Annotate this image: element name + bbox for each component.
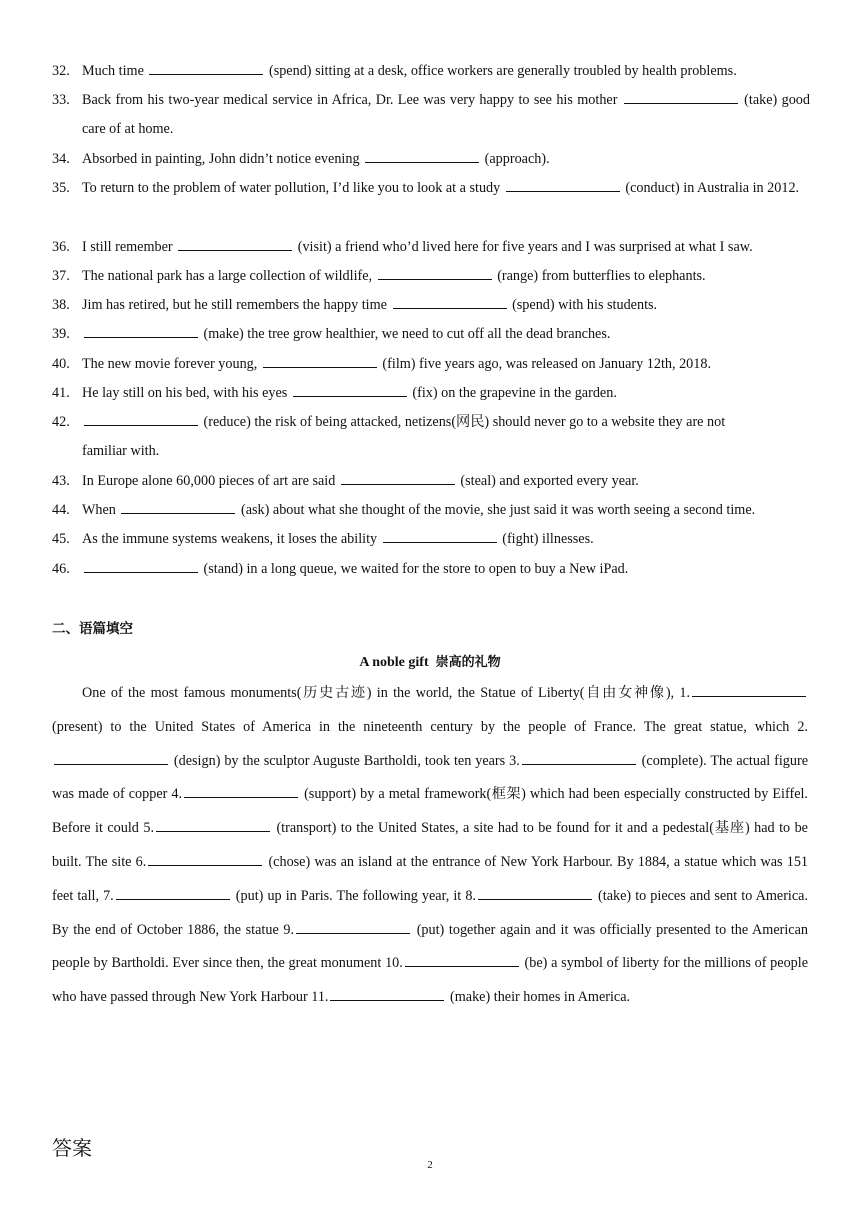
exercise-number: 38. [52, 297, 70, 313]
answer-blank[interactable] [341, 483, 455, 485]
answer-blank[interactable] [263, 366, 377, 368]
exercise-item: 42. (reduce) the risk of being attacked, netizens(网民) should never go to a website they are not familiar with. [52, 408, 772, 466]
exercise-item: 32. Much time (spend) sitting at a desk, office workers are generally troubled by health problems. [52, 57, 810, 86]
exercise-number: 36. [52, 239, 70, 255]
exercise-number: 41. [52, 385, 70, 401]
exercise-number: 44. [52, 502, 70, 518]
exercise-item: 46. (stand) in a long queue, we waited for the store to open to buy a New iPad. [52, 555, 810, 584]
exercise-item: 45. As the immune systems weakens, it loses the ability (fight) illnesses. [52, 525, 810, 554]
exercise-item: 35. To return to the problem of water pollution, I’d like you to look at a study (conduct) in Australia in 2012. [52, 174, 810, 203]
answer-blank[interactable] [383, 541, 497, 543]
cloze-blank[interactable] [692, 695, 806, 697]
exercise-number: 46. [52, 561, 70, 577]
cloze-blank[interactable] [330, 999, 444, 1001]
answer-blank[interactable] [84, 571, 198, 573]
answer-blank[interactable] [178, 249, 292, 251]
cloze-blank[interactable] [478, 898, 592, 900]
cloze-blank[interactable] [405, 965, 519, 967]
exercise-number: 32. [52, 63, 70, 79]
answer-blank[interactable] [84, 336, 198, 338]
cloze-blank[interactable] [148, 864, 262, 866]
page-number: 2 [427, 1159, 433, 1171]
cloze-passage: One of the most famous monuments(历史古迹) in the world, the Statue of Liberty(自由女神像), 1. (present) to the United States of America in the nineteenth century by the people of France. The great statue, which 2. (design) by the sculptor Auguste Bartholdi, took ten years 3. (complete). The actual figure was made of copper 4. (support) by a metal framework(框架) which had been especially constructed by Eiffel. Before it could 5. (transport) to the United States, a site had to be found for it and a pedestal(基座) had to be built. The site 6. (chose) was an island at the entrance of New York Harbour. By 1884, a statue which was 151 feet tall, 7. (put) up in Paris. The following year, it 8. (take) to pieces and sent to America. By the end of October 1886, the statue 9. (put) together again and it was officially presented to the American people by Bartholdi. Ever since then, the great monument 10. (be) a symbol of liberty for the millions of people who have passed through New York Harbour 11. (make) their homes in America. [52, 685, 809, 1006]
exercise-item: 39. (make) the tree grow healthier, we need to cut off all the dead branches. [52, 320, 810, 349]
answer-blank[interactable] [378, 278, 492, 280]
cloze-blank[interactable] [184, 796, 298, 798]
answer-blank[interactable] [149, 73, 263, 75]
answer-blank[interactable] [393, 307, 507, 309]
exercise-number: 45. [52, 531, 70, 547]
exercise-item: 37. The national park has a large collection of wildlife, (range) from butterflies to elephants. [52, 262, 810, 291]
cloze-blank[interactable] [156, 830, 270, 832]
exercise-number: 43. [52, 473, 70, 489]
exercise-item: 40. The new movie forever young, (film) five years ago, was released on January 12th, 2018. [52, 350, 810, 379]
answers-heading: 答案 [52, 1136, 92, 1160]
section-title: 二、语篇填空 [52, 621, 133, 637]
exercise-item: 44. When (ask) about what she thought of the movie, she just said it was worth seeing a second time. [52, 496, 810, 525]
passage-title [0, 651, 860, 671]
passage-title-english: A noble gift [359, 655, 429, 670]
exercise-number: 34. [52, 151, 70, 167]
exercise-number: 37. [52, 268, 70, 284]
exercise-item: 41. He lay still on his bed, with his eyes (fix) on the grapevine in the garden. [52, 379, 810, 408]
exercise-item: 34. Absorbed in painting, John didn’t notice evening (approach). [52, 145, 810, 174]
answer-blank[interactable] [365, 161, 479, 163]
cloze-blank[interactable] [54, 763, 168, 765]
exercise-number: 33. [52, 92, 70, 108]
cloze-blank[interactable] [116, 898, 230, 900]
answer-blank[interactable] [624, 102, 738, 104]
exercise-item: 36. I still remember (visit) a friend who’d lived here for five years and I was surprised at what I saw. [52, 233, 810, 262]
answer-blank[interactable] [506, 190, 620, 192]
answer-blank[interactable] [84, 424, 198, 426]
exercise-item: 38. Jim has retired, but he still remembers the happy time (spend) with his students. [52, 291, 810, 320]
exercise-number: 39. [52, 326, 70, 342]
exercise-number: 42. [52, 414, 70, 430]
cloze-blank[interactable] [522, 763, 636, 765]
answer-blank[interactable] [121, 512, 235, 514]
passage-title-chinese: 崇高的礼物 [435, 655, 501, 670]
exercise-item: 33. Back from his two-year medical service in Africa, Dr. Lee was very happy to see his mother (take) good care of at home. [52, 86, 810, 144]
answer-blank[interactable] [293, 395, 407, 397]
exercise-item: 43. In Europe alone 60,000 pieces of art are said (steal) and exported every year. [52, 467, 810, 496]
cloze-blank[interactable] [296, 932, 410, 934]
exercise-number: 35. [52, 180, 70, 196]
exercise-number: 40. [52, 356, 70, 372]
